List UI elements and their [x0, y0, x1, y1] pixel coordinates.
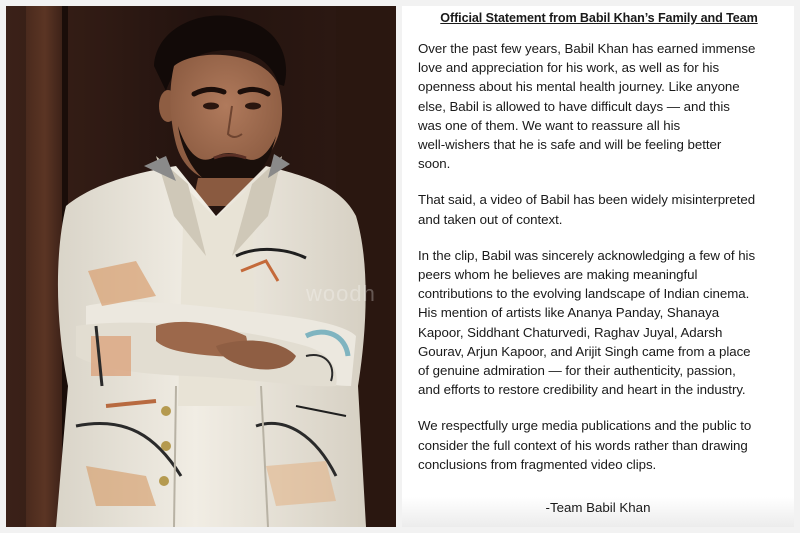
paragraph-line: We respectfully urge media publications and the public to: [418, 418, 752, 434]
statement-paragraph: [418, 416, 780, 474]
paragraph-line: soon.: [418, 156, 451, 172]
paragraph-line: else, Babil is allowed to have difficult days — and this: [418, 98, 730, 114]
paragraph-line: Gourav, Arjun Kapoor, and Arijit Singh came from a place: [418, 343, 751, 359]
portrait-photo: [6, 6, 396, 527]
statement-paragraph: [418, 246, 780, 400]
paragraph-line: consider the full context of his words rather than drawing: [418, 437, 748, 453]
paragraph-line: and taken out of context.: [418, 211, 563, 227]
paragraph-line: was one of them. We want to reassure all his: [418, 117, 681, 133]
paragraph-line: That said, a video of Babil has been widely misinterpreted: [418, 192, 756, 208]
watermark-text: woodh: [306, 281, 376, 306]
paragraph-line: His mention of artists like Ananya Panday, Shanaya: [418, 305, 720, 321]
statement-signature: -Team Babil Khan: [402, 497, 794, 527]
paragraph-line: conclusions from fragmented video clips.: [418, 456, 657, 472]
paragraph-line: Over the past few years, Babil Khan has earned immense: [418, 41, 756, 56]
statement-paragraph: [418, 39, 780, 173]
paragraph-line: In the clip, Babil was sincerely acknowledging a few of his: [418, 247, 756, 263]
paragraph-line: contributions to the evolving landscape of Indian cinema.: [418, 286, 750, 302]
statement-paragraph: [418, 190, 780, 228]
statement-title: Official Statement from Babil Khan’s Family and Team: [440, 11, 758, 25]
paragraph-line: love and appreciation for his work, as well as for his: [418, 60, 720, 76]
paragraph-line: well-wishers that he is safe and will be feeling better: [418, 137, 722, 153]
paragraph-line: openness about his mental health journey. Like anyone: [418, 79, 740, 95]
portrait-illustration: [6, 6, 396, 527]
statement-panel: [402, 6, 794, 527]
paragraph-line: and efforts to restore credibility and heart in the industry.: [418, 382, 746, 398]
paragraph-line: Kapoor, Siddhant Chaturvedi, Raghav Juyal, Adarsh: [418, 324, 723, 340]
paragraph-line: peers whom he believes are making meaningful: [418, 267, 698, 283]
paragraph-line: of genuine admiration — for their authenticity, passion,: [418, 363, 736, 379]
